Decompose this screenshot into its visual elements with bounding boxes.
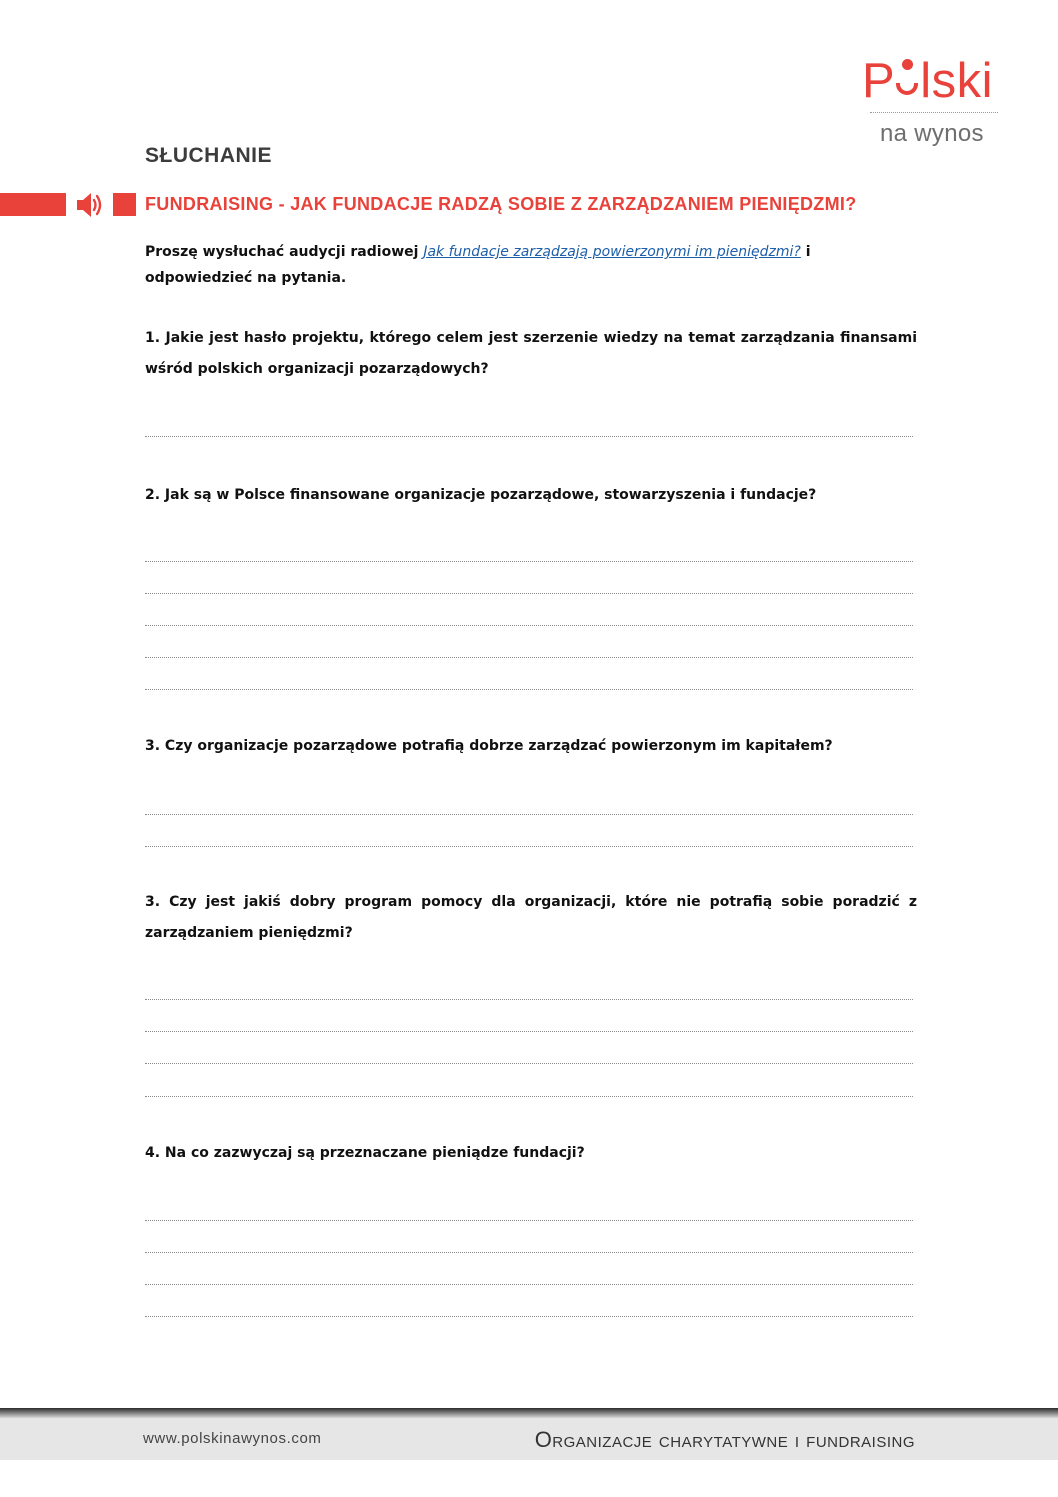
accent-bar <box>0 193 66 216</box>
logo-wordmark: P lski <box>862 54 993 108</box>
answer-line[interactable] <box>145 1096 913 1097</box>
question-1: 1. Jakie jest hasło projektu, którego celem jest szerzenie wiedzy na temat zarządzania finansami wśród polskich organizacji pozarządowych? <box>145 330 917 377</box>
answer-line[interactable] <box>145 1316 913 1317</box>
answer-line[interactable] <box>145 657 913 658</box>
footer-topic-title: Organizacje charytatywne i fundraising <box>534 1427 915 1452</box>
answer-line[interactable] <box>145 593 913 594</box>
answer-line[interactable] <box>145 814 913 815</box>
answer-line[interactable] <box>145 846 913 847</box>
answer-line[interactable] <box>145 999 913 1000</box>
accent-square <box>113 193 136 216</box>
question-3: 3. Czy organizacje pozarządowe potrafią dobrze zarządzać powierzonym im kapitałem? <box>145 738 833 754</box>
instructions-text-end: i odpowiedzieć na pytania. <box>145 244 811 286</box>
exercise-title: FUNDRAISING - JAK FUNDACJE RADZĄ SOBIE Z ZARZĄDZANIEM PIENIĘDZMI? <box>145 194 857 214</box>
answer-line[interactable] <box>145 1252 913 1253</box>
speaker-icon <box>76 191 106 219</box>
logo <box>862 54 1002 147</box>
answer-line[interactable] <box>145 1220 913 1221</box>
logo-subtitle: na wynos <box>880 120 984 147</box>
question-4: 3. Czy jest jakiś dobry program pomocy dla organizacji, które nie potrafią sobie poradzić z zarządzaniem pieniędzmi? <box>145 894 917 941</box>
logo-o-mark <box>895 65 920 97</box>
instructions-text: Proszę wysłuchać audycji radiowej <box>145 244 424 260</box>
logo-divider <box>870 112 998 113</box>
answer-line[interactable] <box>145 1031 913 1032</box>
answer-line[interactable] <box>145 625 913 626</box>
footer-website[interactable]: www.polskinawynos.com <box>143 1430 322 1447</box>
section-title: SŁUCHANIE <box>145 144 273 167</box>
footer-divider <box>0 1408 1058 1418</box>
answer-line[interactable] <box>145 1284 913 1285</box>
answer-line[interactable] <box>145 1063 913 1064</box>
instructions <box>145 239 920 291</box>
question-2: 2. Jak są w Polsce finansowane organizacje pozarządowe, stowarzyszenia i fundacje? <box>145 487 817 503</box>
answer-line[interactable] <box>145 561 913 562</box>
audio-link[interactable]: Jak fundacje zarządzają powierzonymi im pieniędzmi? <box>423 244 801 260</box>
answer-line[interactable] <box>145 689 913 690</box>
question-5: 4. Na co zazwyczaj są przeznaczane pieniądze fundacji? <box>145 1145 585 1161</box>
answer-line[interactable] <box>145 436 913 437</box>
